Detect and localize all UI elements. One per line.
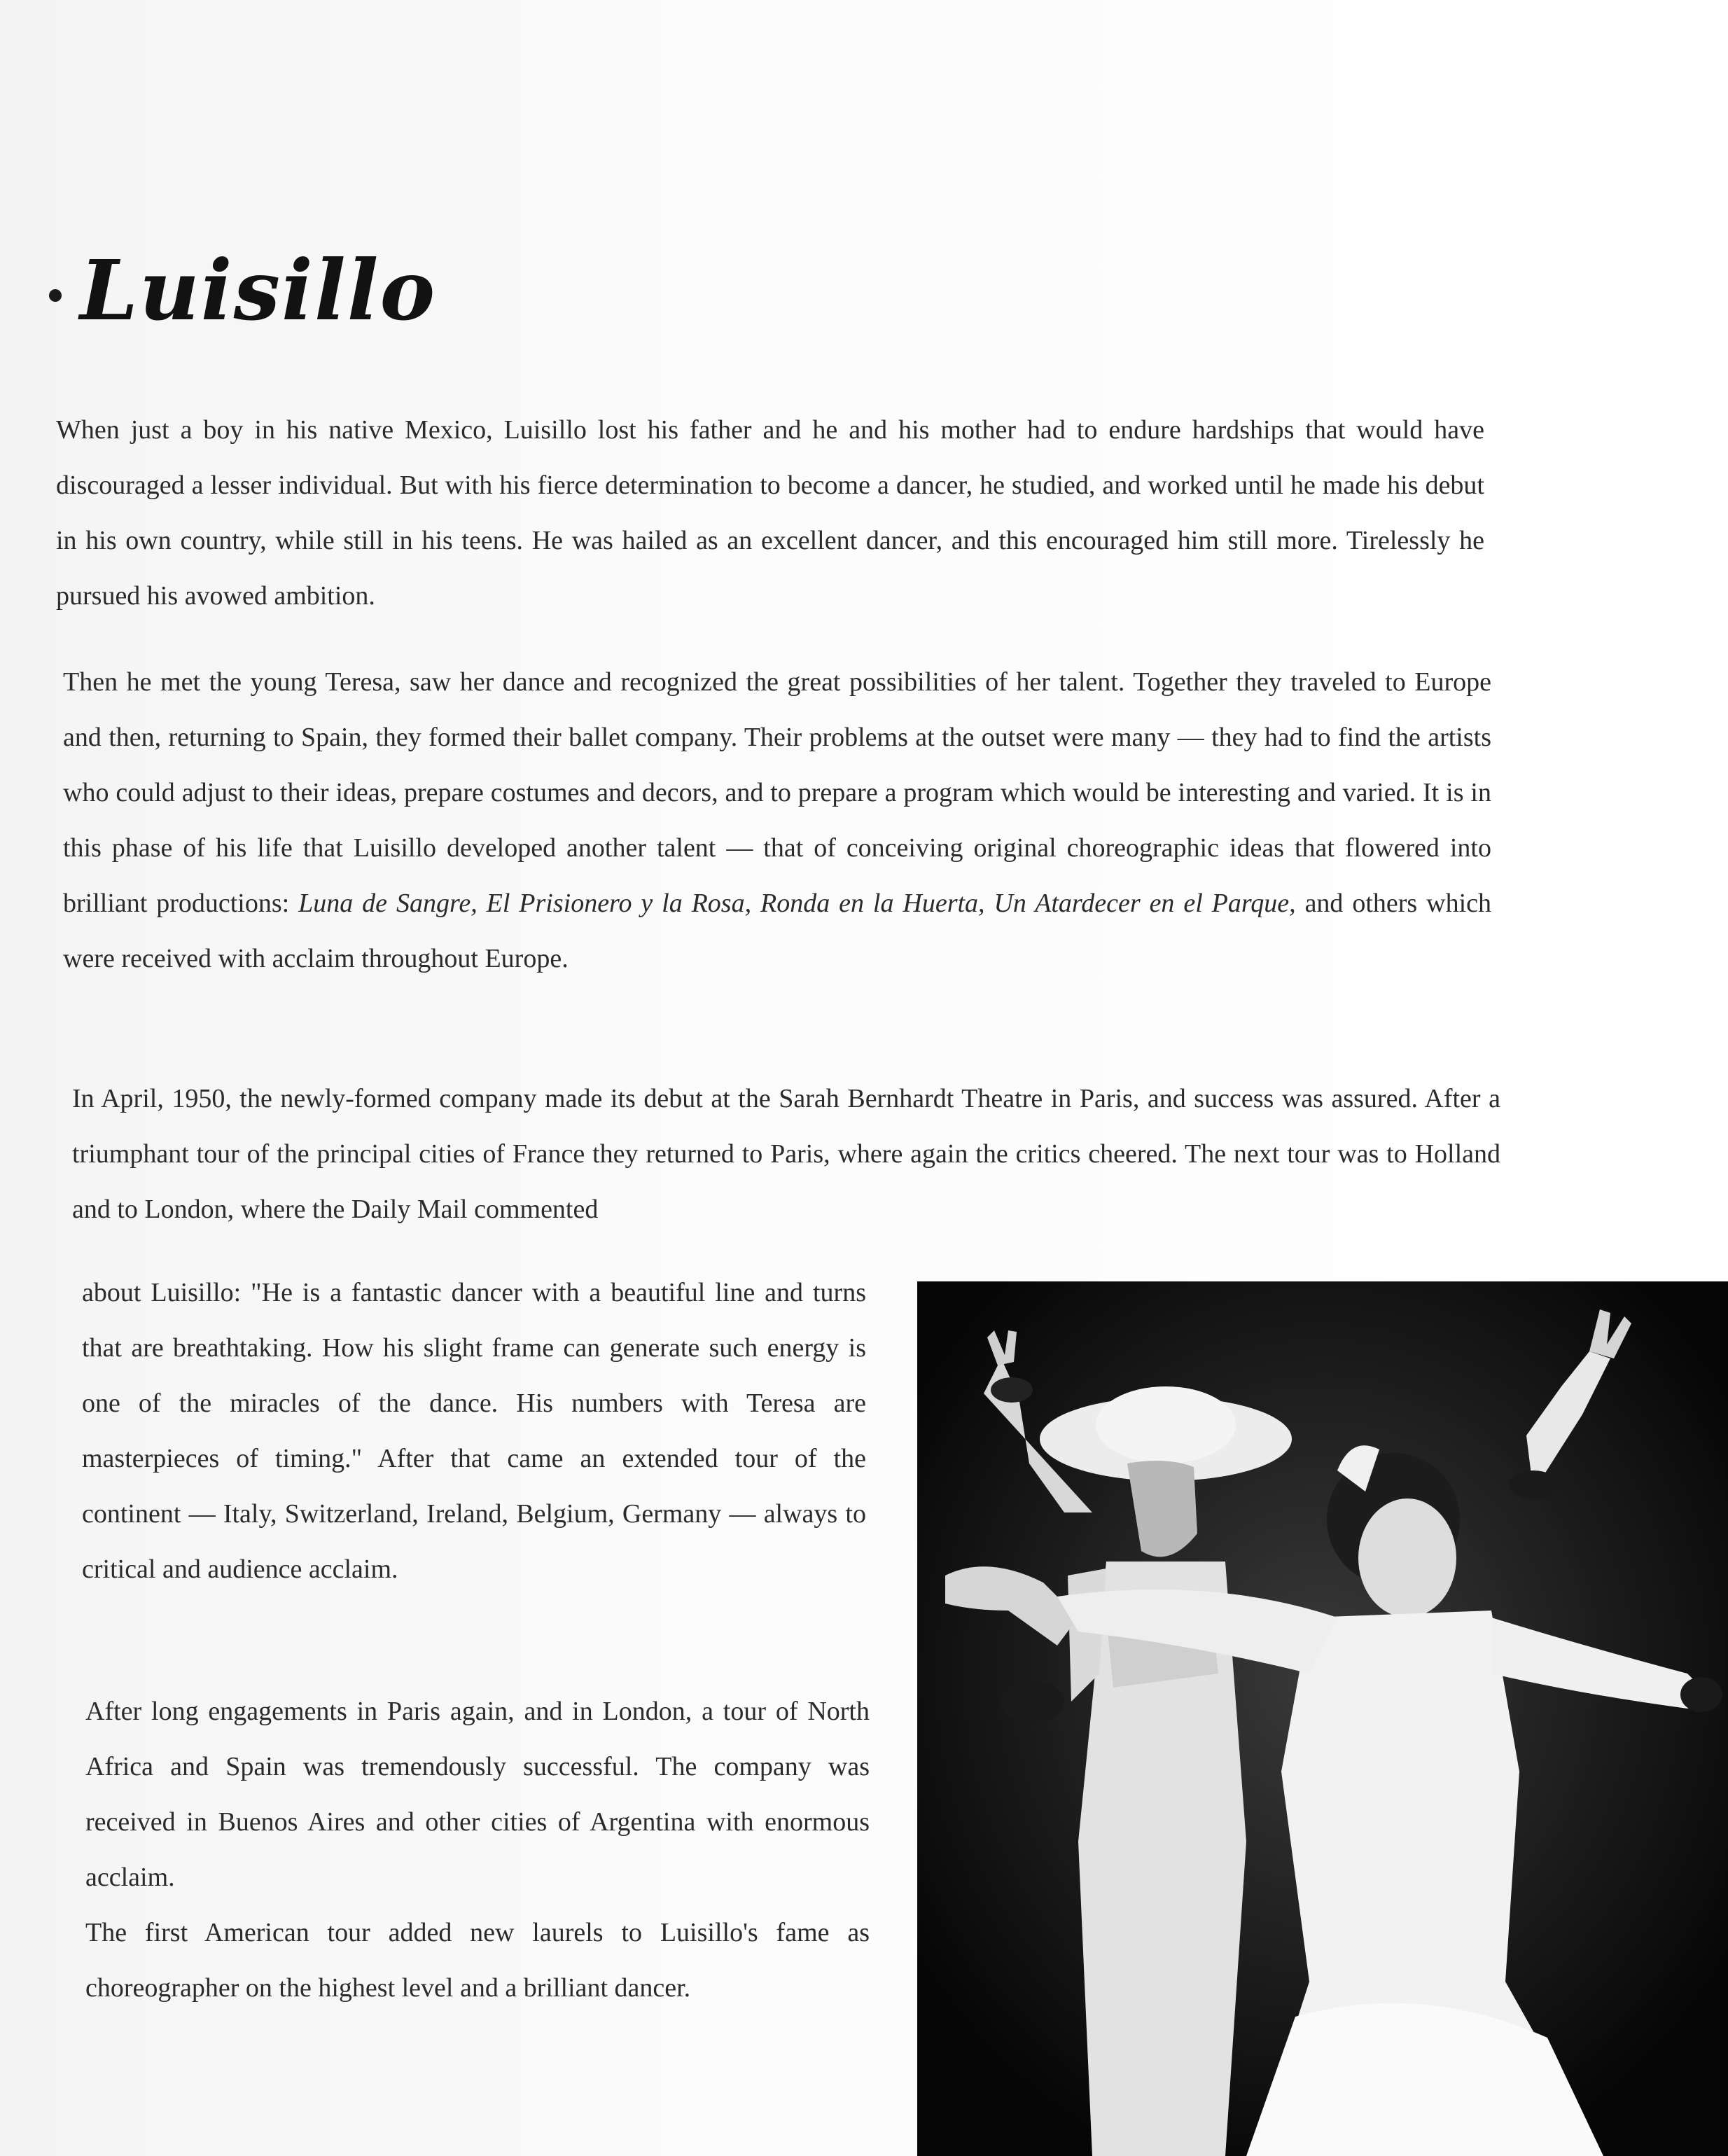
title-text: Luisillo bbox=[80, 242, 437, 339]
paragraph-2 bbox=[63, 655, 1491, 987]
paragraph-3: In April, 1950, the newly-formed company made its debut at the Sarah Bernhardt Theatre in Paris, and success was assured. After a triumphant tour of the principal cities of France they returned to Paris, where again the critics cheered. The next tour was to Holland and to London, where the Daily Mail commented bbox=[72, 1084, 1500, 1224]
paragraph-4b: The first American tour added new laurels to Luisillo's fame as choreographer on the highest level and a brilliant dancer. bbox=[85, 1918, 870, 2003]
paragraph-2-end: and others which were received with acclaim throughout Europe. bbox=[63, 889, 1491, 973]
production-titles: Luna de Sangre, El Prisionero y la Rosa, Ronda en la Huerta, Un Atardecer en el Parque, bbox=[298, 889, 1296, 918]
paragraph-1: When just a boy in his native Mexico, Luisillo lost his father and he and his mother had to endure hardships that would have discouraged a lesser individual. But with his fierce determination to become a dancer, he studied, and worked until he made his debut in his own country, while still in his teens. He was hailed as an excellent dancer, and this encouraged him still more. Tirelessly he pursued his avowed ambition. bbox=[56, 415, 1484, 611]
paragraph-4a: After long engagements in Paris again, and in London, a tour of North Africa and Spain was tremendously successful. The company was received in Buenos Aires and other cities of Argentina with enormous acclaim. bbox=[85, 1697, 870, 1892]
paragraph-4 bbox=[85, 1684, 870, 2016]
title-bullet bbox=[49, 289, 62, 302]
dancers-photo bbox=[917, 1281, 1728, 2156]
paragraph-2-start: Then he met the young Teresa, saw her dance and recognized the great possibilities of her talent. Together they traveled to Europe and then, returning to Spain, they formed their ballet company. Their problems at the outset were many — they had to find the artists who could adjust to their ideas, prepare costumes and decors, and to prepare a program which would be interesting and varied. It is in this phase of his life that Luisillo developed another talent — that of conceiving original choreographic ideas that flowered into brilliant productions: bbox=[63, 667, 1491, 918]
paragraph-3-continued: about Luisillo: "He is a fantastic dancer with a beautiful line and turns that are breathtaking. How his slight frame can generate such energy is one of the miracles of the dance. His numbers with Teresa are masterpieces of timing." After that came an extended tour of the continent — Italy, Switzerland, Ireland, Belgium, Germany — always to critical and audience acclaim. bbox=[82, 1278, 866, 1584]
page-title bbox=[49, 242, 436, 339]
dancers-photo-illustration bbox=[917, 1281, 1728, 2156]
